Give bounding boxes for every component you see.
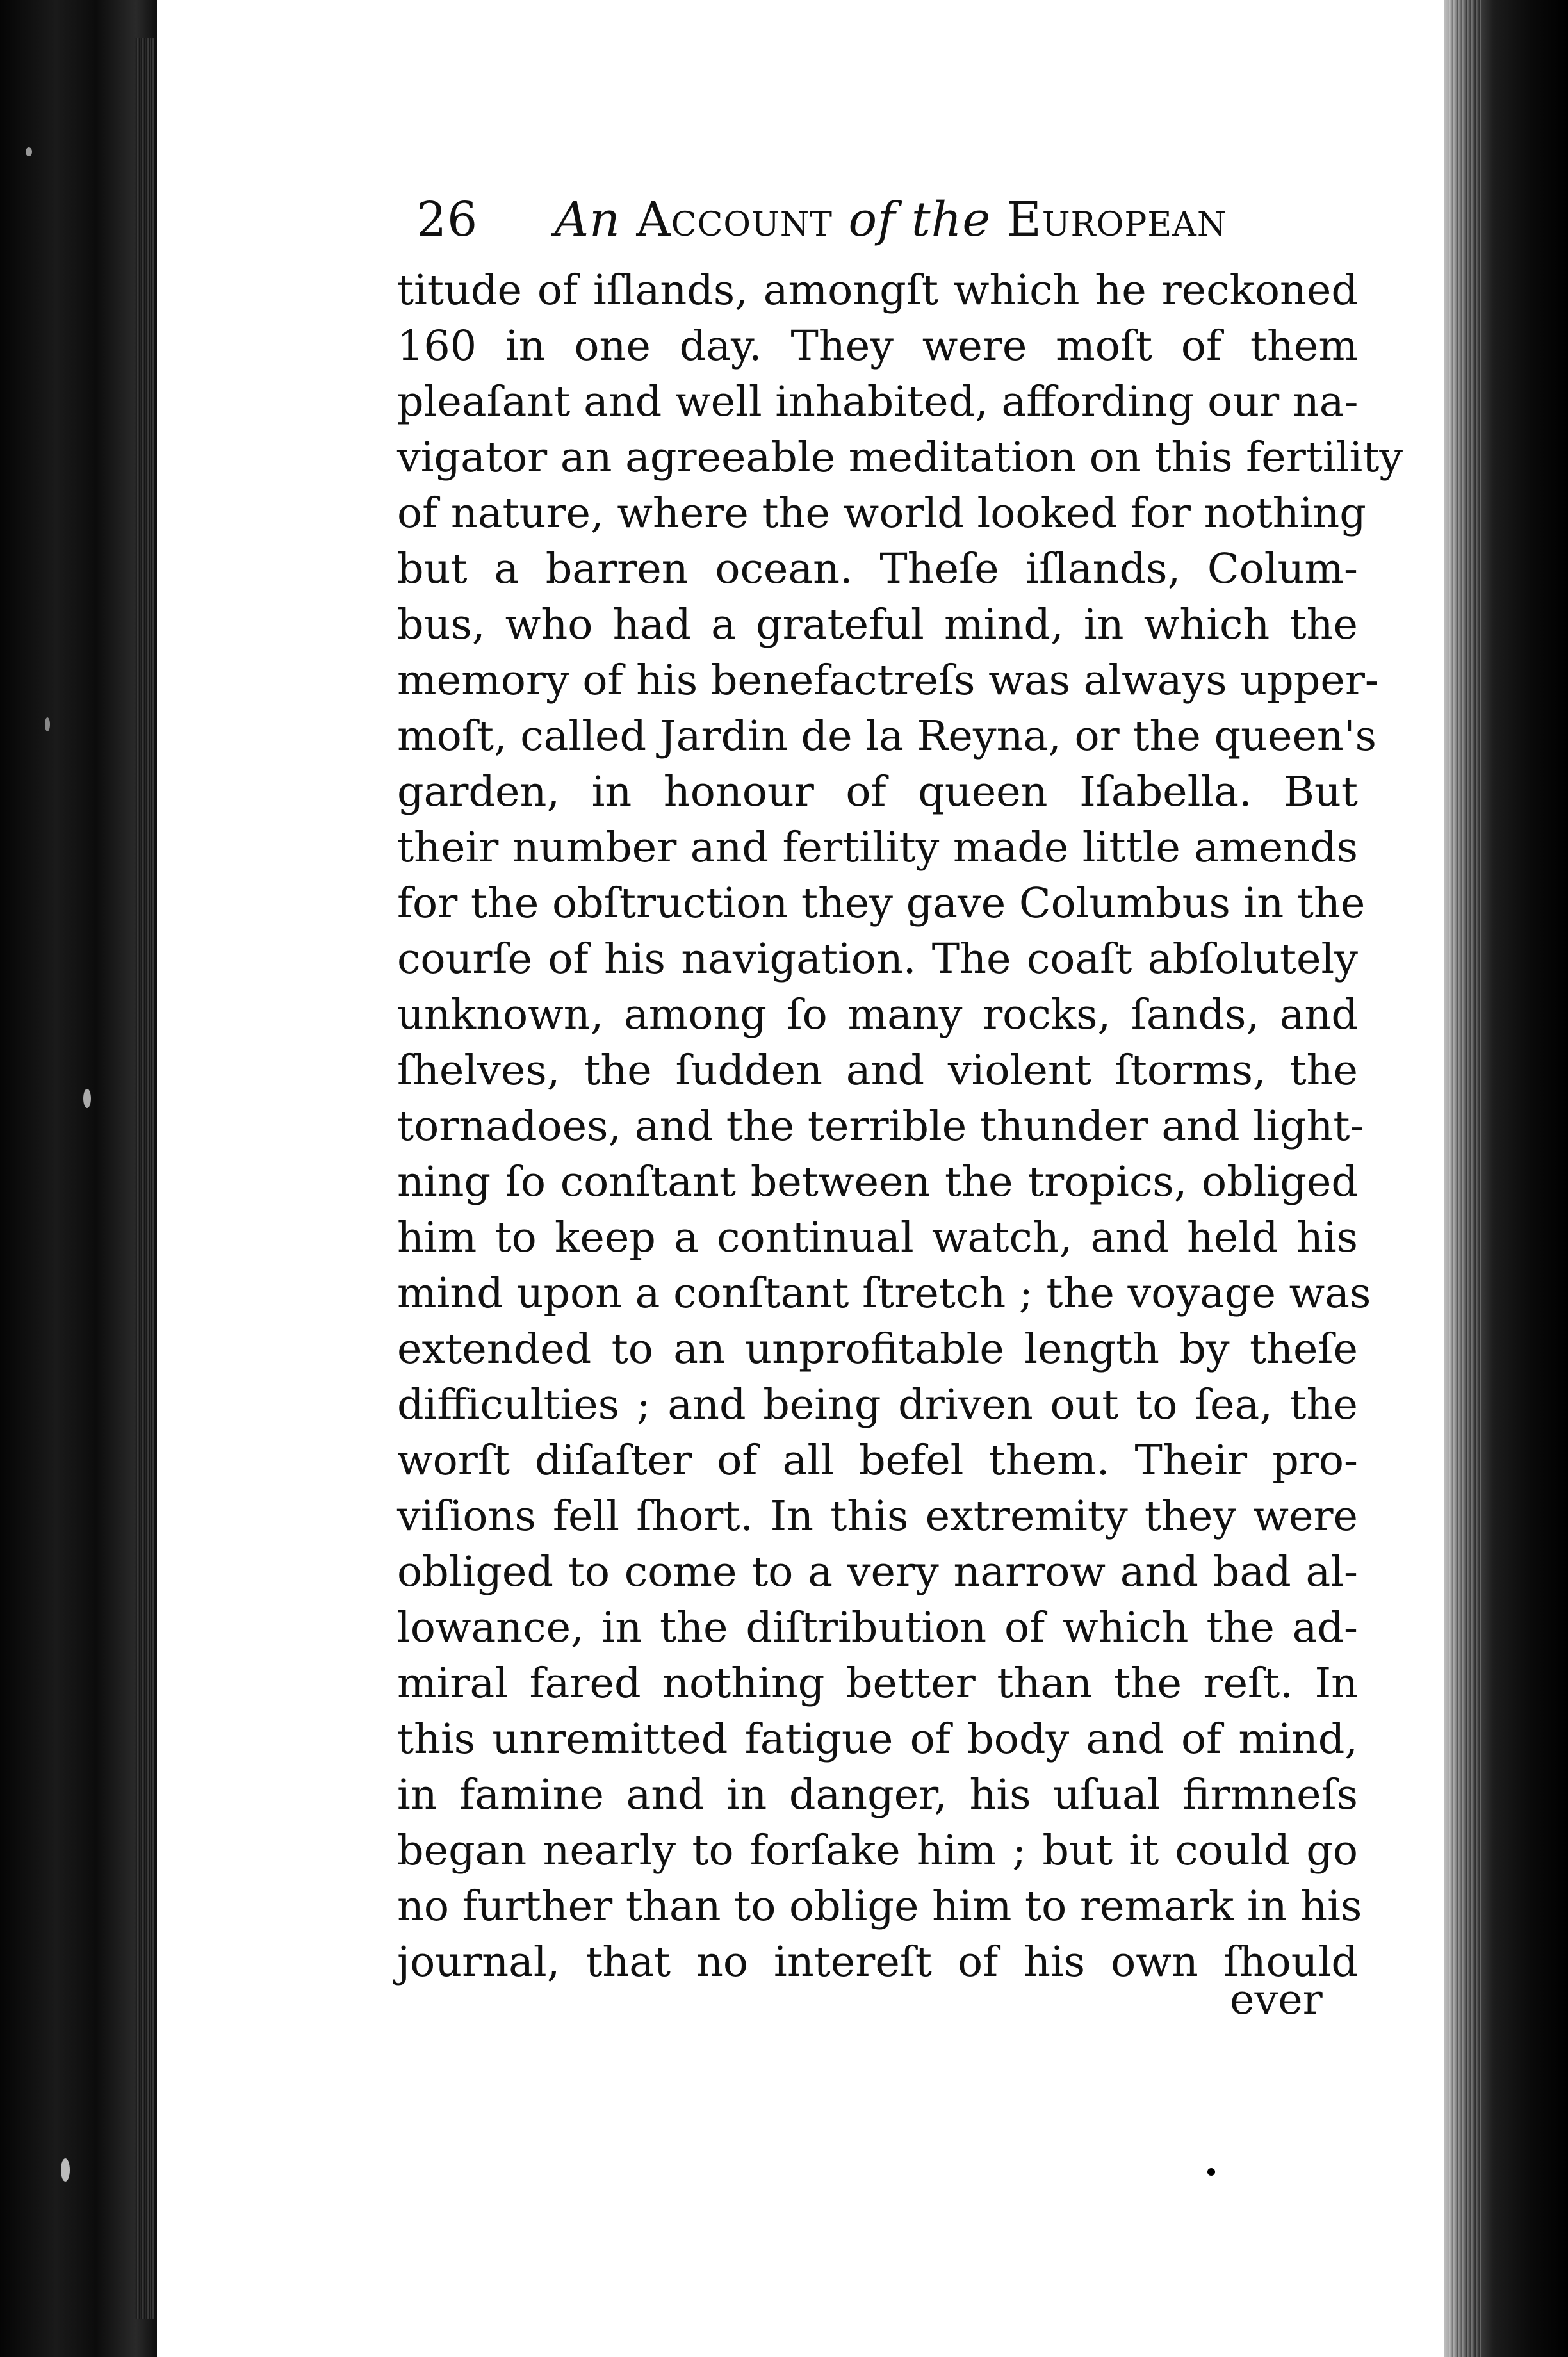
running-head-title-part: of the bbox=[848, 192, 992, 247]
text-line: their number and fertility made little amends bbox=[397, 824, 1358, 872]
text-line: ſhelves, the ſudden and violent ſtorms, the bbox=[397, 1047, 1358, 1095]
running-head-title-part: European bbox=[991, 192, 1227, 247]
scan-speck bbox=[1207, 2168, 1215, 2176]
scan-speck bbox=[83, 1089, 91, 1108]
text-line: ning ſo conſtant between the tropics, obliged bbox=[397, 1158, 1358, 1206]
text-line: worſt diſaſter of all befel them. Their pro- bbox=[397, 1437, 1358, 1485]
text-line: mind upon a conſtant ſtretch ; the voyage was bbox=[397, 1269, 1371, 1317]
text-line: 160 in one day. They were moſt of them bbox=[397, 322, 1358, 370]
text-line: in famine and in danger, his uſual firmneſs bbox=[397, 1771, 1358, 1819]
page-number: 26 bbox=[416, 192, 478, 247]
text-line: extended to an unprofitable length by theſe bbox=[397, 1325, 1358, 1373]
text-line: him to keep a continual watch, and held his bbox=[397, 1214, 1358, 1262]
text-line: vigator an agreeable meditation on this fertility bbox=[397, 434, 1403, 482]
text-line: titude of iſlands, amongſt which he reckoned bbox=[397, 266, 1358, 314]
text-line: memory of his benefactreſs was always upper- bbox=[397, 657, 1379, 705]
text-line: unknown, among ſo many rocks, ſands, and bbox=[397, 991, 1358, 1039]
running-head-title-part: Account bbox=[620, 192, 849, 247]
text-line: for the obſtruction they gave Columbus in the bbox=[397, 879, 1366, 927]
text-line: garden, in honour of queen Iſabella. But bbox=[397, 768, 1358, 816]
text-line: obliged to come to a very narrow and bad al- bbox=[397, 1548, 1358, 1596]
text-line: courſe of his navigation. The coaſt abſolutely bbox=[397, 935, 1358, 983]
page-edge-texture bbox=[1449, 0, 1481, 2357]
text-line: difficulties ; and being driven out to ſea, the bbox=[397, 1381, 1358, 1429]
text-line: bus, who had a grateful mind, in which the bbox=[397, 601, 1358, 649]
scan-speck bbox=[26, 147, 32, 156]
text-line: began nearly to forſake him ; but it could go bbox=[397, 1827, 1358, 1875]
running-head bbox=[416, 192, 1281, 247]
body-text bbox=[397, 263, 1403, 1990]
text-line: lowance, in the diſtribution of which the ad- bbox=[397, 1604, 1358, 1652]
page-stack-left-edge bbox=[135, 38, 154, 2319]
text-line: but a barren ocean. Theſe iſlands, Colum- bbox=[397, 545, 1358, 593]
scan-speck bbox=[45, 717, 50, 731]
running-head-title-part: An bbox=[554, 192, 621, 247]
text-line: moſt, called Jardin de la Reyna, or the queen's bbox=[397, 712, 1377, 760]
text-line: pleaſant and well inhabited, affording our na- bbox=[397, 378, 1359, 426]
catchword: ever bbox=[1230, 1976, 1323, 2024]
scan-speck bbox=[61, 2158, 70, 2182]
text-line: journal, that no intereſt of his own ſhould bbox=[397, 1938, 1358, 1986]
text-line: tornadoes, and the terrible thunder and light- bbox=[397, 1102, 1364, 1150]
text-line: this unremitted fatigue of body and of mind, bbox=[397, 1715, 1358, 1763]
text-line: no further than to oblige him to remark in his bbox=[397, 1882, 1362, 1930]
text-line: miral fared nothing better than the reſt. In bbox=[397, 1660, 1358, 1708]
text-line: of nature, where the world looked for nothing bbox=[397, 489, 1366, 537]
text-line: viſions fell ſhort. In this extremity they were bbox=[397, 1492, 1358, 1540]
